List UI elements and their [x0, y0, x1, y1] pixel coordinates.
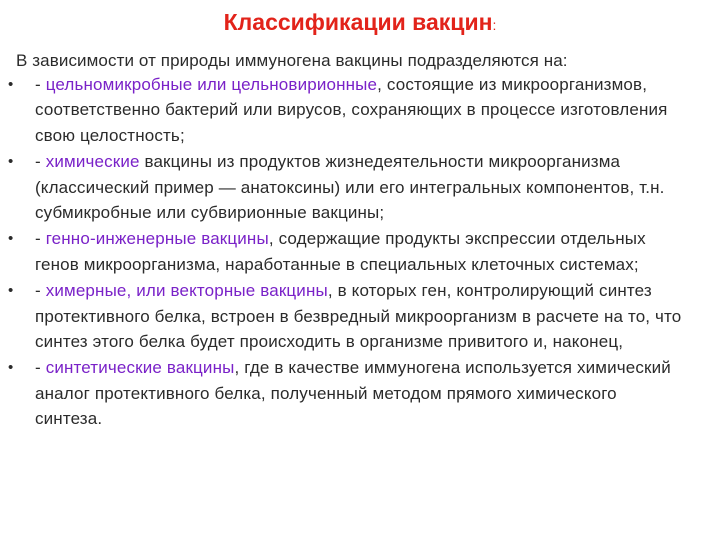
list-item — [0, 72, 685, 148]
item-dash: - — [35, 281, 46, 301]
list-item — [0, 226, 685, 277]
list-item — [0, 149, 685, 225]
vaccine-type-list — [0, 72, 720, 432]
item-term: химические — [45, 152, 140, 172]
intro-text: В зависимости от природы иммуногена вакцины подразделяются на: — [16, 51, 568, 70]
bullet-icon: • — [8, 76, 14, 93]
item-dash: - — [35, 358, 46, 378]
list-item — [0, 355, 685, 431]
slide-title — [0, 8, 720, 39]
item-description: , содержащие продукты экспрессии отдельных генов микроорганизма, наработанные в специальных клеточных системах; — [35, 229, 646, 274]
bullet-icon: • — [8, 359, 14, 377]
item-term: генно-инженерные вакцины — [45, 229, 269, 249]
item-description: , состоящие из микроорганизмов, соответственно бактерий или вирусов, сохраняющих в процессе изготовления свою целостность; — [35, 75, 668, 145]
slide-title-colon: : — [492, 17, 497, 33]
item-term: синтетические вакцины — [45, 358, 235, 378]
bullet-icon: • — [8, 282, 14, 300]
bullet-icon: • — [8, 153, 14, 171]
item-description: , где в качестве иммуногена используется химический аналог протективного белка, полученный методом прямого химического синтеза. — [35, 358, 671, 429]
item-dash: - — [35, 229, 46, 249]
bullet-icon: • — [8, 230, 14, 248]
slide-title-text: Классификации вакцин — [223, 9, 493, 35]
item-description: , в которых ген, контролирующий синтез протективного белка, встроен в безвредный микроорганизм в расчете на то, что синтез этого белка будет происходить в организме привитого и, наконец, — [35, 281, 682, 352]
item-dash: - — [35, 75, 46, 94]
item-description: вакцины из продуктов жизнедеятельности микроорганизма (классический пример — анатоксины) или его интегральных компонентов, т.н. субмикробные или субвирионные вакцины; — [35, 152, 665, 223]
item-term: цельномикробные или цельновирионные — [45, 75, 378, 94]
item-dash: - — [35, 152, 46, 172]
item-term: химерные, или векторные вакцины — [45, 281, 328, 301]
list-item — [0, 278, 685, 354]
